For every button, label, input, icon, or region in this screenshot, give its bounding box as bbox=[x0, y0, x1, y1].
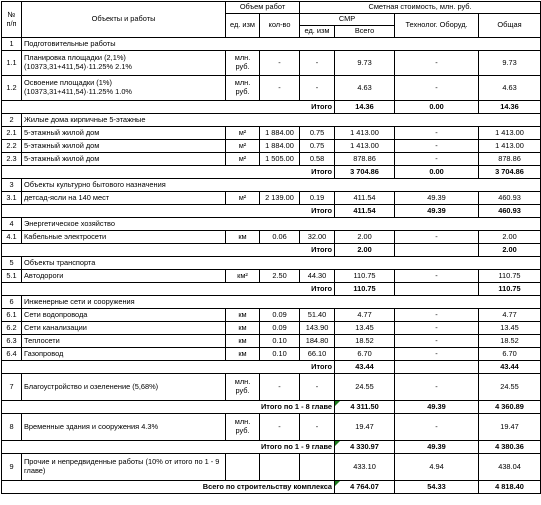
total-equipment bbox=[395, 244, 479, 257]
header-unit: ед. изм bbox=[226, 14, 260, 38]
row-qty: 0.09 bbox=[260, 322, 300, 335]
row-unit: м² bbox=[226, 127, 260, 140]
total-smr: 4 330.97 bbox=[335, 441, 395, 454]
row-num: 5.1 bbox=[2, 270, 22, 283]
row-smr: 4.77 bbox=[335, 309, 395, 322]
row-name: 5-этажный жилой дом bbox=[22, 140, 226, 153]
row-equipment: - bbox=[395, 335, 479, 348]
table-row bbox=[2, 348, 541, 361]
row-general: 110.75 bbox=[479, 270, 541, 283]
header-volume: Объем работ bbox=[226, 2, 300, 14]
row-equipment: 4.94 bbox=[395, 454, 479, 481]
table-row bbox=[2, 140, 541, 153]
total-general: 2.00 bbox=[479, 244, 541, 257]
table-row bbox=[2, 322, 541, 335]
row-smr: 19.47 bbox=[335, 414, 395, 441]
row-smr: 24.55 bbox=[335, 374, 395, 401]
table-row bbox=[2, 127, 541, 140]
row-smr: 1 413.00 bbox=[335, 127, 395, 140]
row-name: Прочие и непредвиденные работы (10% от итого по 1 - 9 главе) bbox=[22, 454, 226, 481]
row-unit: км bbox=[226, 322, 260, 335]
row-unit: м² bbox=[226, 140, 260, 153]
total-row bbox=[2, 401, 541, 414]
row-smr: 110.75 bbox=[335, 270, 395, 283]
row-qty: - bbox=[260, 414, 300, 441]
row-unit bbox=[226, 454, 260, 481]
total-equipment: 54.33 bbox=[395, 481, 479, 494]
row-smr: 1 413.00 bbox=[335, 140, 395, 153]
total-general: 110.75 bbox=[479, 283, 541, 296]
row-rate: 0.75 bbox=[300, 140, 335, 153]
total-equipment bbox=[395, 283, 479, 296]
row-qty: 2.50 bbox=[260, 270, 300, 283]
row-rate: 184.80 bbox=[300, 335, 335, 348]
row-qty: 1 884.00 bbox=[260, 140, 300, 153]
estimate-table bbox=[1, 1, 541, 494]
row-qty bbox=[260, 454, 300, 481]
total-smr: 2.00 bbox=[335, 244, 395, 257]
section-title: Инженерные сети и сооружения bbox=[22, 296, 541, 309]
row-name: 5-этажный жилой дом bbox=[22, 127, 226, 140]
table-row bbox=[2, 192, 541, 205]
total-equipment: 0.00 bbox=[395, 101, 479, 114]
row-unit: км bbox=[226, 309, 260, 322]
row-qty: - bbox=[260, 51, 300, 76]
header-equipment: Технолог. Оборуд. bbox=[395, 14, 479, 38]
row-smr: 9.73 bbox=[335, 51, 395, 76]
row-num: 2 bbox=[2, 114, 22, 127]
row-num: 6.2 bbox=[2, 322, 22, 335]
row-rate: 44.30 bbox=[300, 270, 335, 283]
row-equipment: - bbox=[395, 51, 479, 76]
section-row bbox=[2, 114, 541, 127]
total-row bbox=[2, 481, 541, 494]
section-title: Энергетическое хозяйство bbox=[22, 218, 541, 231]
table-row bbox=[2, 270, 541, 283]
total-label: Итого bbox=[2, 205, 335, 218]
row-num: 1.1 bbox=[2, 51, 22, 76]
row-rate: 143.90 bbox=[300, 322, 335, 335]
total-smr: 110.75 bbox=[335, 283, 395, 296]
row-num: 3 bbox=[2, 179, 22, 192]
total-equipment: 49.39 bbox=[395, 401, 479, 414]
total-smr: 4 764.07 bbox=[335, 481, 395, 494]
row-equipment: - bbox=[395, 76, 479, 101]
row-smr: 2.00 bbox=[335, 231, 395, 244]
row-name: детсад-ясли на 140 мест bbox=[22, 192, 226, 205]
row-name: Планировка площадки (2,1%) (10373,31+411,54)·11.25% 2.1% bbox=[22, 51, 226, 76]
section-title: Объекты культурно бытового назначения bbox=[22, 179, 541, 192]
row-name: Временные здания и сооружения 4.3% bbox=[22, 414, 226, 441]
total-label: Итого по 1 - 8 главе bbox=[2, 401, 335, 414]
total-label: Итого по 1 - 9 главе bbox=[2, 441, 335, 454]
row-num: 7 bbox=[2, 374, 22, 401]
row-smr: 878.86 bbox=[335, 153, 395, 166]
row-equipment: - bbox=[395, 348, 479, 361]
total-label: Всего по строительству комплекса bbox=[2, 481, 335, 494]
row-qty: 0.10 bbox=[260, 348, 300, 361]
row-num: 1 bbox=[2, 38, 22, 51]
row-qty: - bbox=[260, 76, 300, 101]
row-smr: 4.63 bbox=[335, 76, 395, 101]
header-general: Общая bbox=[479, 14, 541, 38]
row-qty: 0.10 bbox=[260, 335, 300, 348]
table-row bbox=[2, 335, 541, 348]
row-name: Автодороги bbox=[22, 270, 226, 283]
row-num: 9 bbox=[2, 454, 22, 481]
row-name: Кабельные электросети bbox=[22, 231, 226, 244]
row-num: 6.1 bbox=[2, 309, 22, 322]
row-unit: км bbox=[226, 348, 260, 361]
total-general: 43.44 bbox=[479, 361, 541, 374]
section-row bbox=[2, 296, 541, 309]
row-num: 5 bbox=[2, 257, 22, 270]
table-row bbox=[2, 51, 541, 76]
total-smr: 14.36 bbox=[335, 101, 395, 114]
total-smr: 43.44 bbox=[335, 361, 395, 374]
row-equipment: - bbox=[395, 153, 479, 166]
table-row bbox=[2, 374, 541, 401]
row-rate: 0.75 bbox=[300, 127, 335, 140]
total-row bbox=[2, 361, 541, 374]
row-general: 4.77 bbox=[479, 309, 541, 322]
row-qty: - bbox=[260, 374, 300, 401]
row-general: 9.73 bbox=[479, 51, 541, 76]
row-general: 4.63 bbox=[479, 76, 541, 101]
row-qty: 2 139.00 bbox=[260, 192, 300, 205]
row-equipment: - bbox=[395, 322, 479, 335]
row-equipment: - bbox=[395, 140, 479, 153]
total-general: 4 818.40 bbox=[479, 481, 541, 494]
total-label: Итого bbox=[2, 361, 335, 374]
total-label: Итого bbox=[2, 283, 335, 296]
row-num: 2.2 bbox=[2, 140, 22, 153]
row-general: 18.52 bbox=[479, 335, 541, 348]
row-general: 6.70 bbox=[479, 348, 541, 361]
header-objects: Объекты и работы bbox=[22, 2, 226, 38]
row-general: 19.47 bbox=[479, 414, 541, 441]
total-row bbox=[2, 101, 541, 114]
row-name: Сети канализации bbox=[22, 322, 226, 335]
table-row bbox=[2, 454, 541, 481]
row-rate: - bbox=[300, 414, 335, 441]
row-name: Освоение площадки (1%) (10373,31+411,54)·11.25% 1.0% bbox=[22, 76, 226, 101]
row-rate: - bbox=[300, 76, 335, 101]
row-num: 8 bbox=[2, 414, 22, 441]
total-row bbox=[2, 205, 541, 218]
table-row bbox=[2, 414, 541, 441]
row-qty: 0.09 bbox=[260, 309, 300, 322]
row-smr: 433.10 bbox=[335, 454, 395, 481]
row-general: 24.55 bbox=[479, 374, 541, 401]
table-row bbox=[2, 309, 541, 322]
row-equipment: - bbox=[395, 309, 479, 322]
header-smr-unit: ед. изм bbox=[300, 26, 335, 38]
row-num: 3.1 bbox=[2, 192, 22, 205]
row-equipment: - bbox=[395, 414, 479, 441]
section-title: Объекты транспорта bbox=[22, 257, 541, 270]
row-equipment: - bbox=[395, 374, 479, 401]
row-qty: 1 884.00 bbox=[260, 127, 300, 140]
row-unit: км bbox=[226, 231, 260, 244]
total-label: Итого bbox=[2, 101, 335, 114]
total-row bbox=[2, 166, 541, 179]
total-row bbox=[2, 244, 541, 257]
row-unit: м² bbox=[226, 192, 260, 205]
row-general: 1 413.00 bbox=[479, 140, 541, 153]
row-smr: 6.70 bbox=[335, 348, 395, 361]
section-row bbox=[2, 38, 541, 51]
row-qty: 0.06 bbox=[260, 231, 300, 244]
total-label: Итого bbox=[2, 244, 335, 257]
row-num: 2.3 bbox=[2, 153, 22, 166]
row-smr: 411.54 bbox=[335, 192, 395, 205]
row-rate: 66.10 bbox=[300, 348, 335, 361]
section-row bbox=[2, 257, 541, 270]
row-unit: км bbox=[226, 335, 260, 348]
row-rate: 0.58 bbox=[300, 153, 335, 166]
row-rate: 32.00 bbox=[300, 231, 335, 244]
row-rate: 51.40 bbox=[300, 309, 335, 322]
row-name: Теплосети bbox=[22, 335, 226, 348]
row-unit: млн. руб. bbox=[226, 414, 260, 441]
row-general: 460.93 bbox=[479, 192, 541, 205]
header-estimate: Сметная стоимость, млн. руб. bbox=[300, 2, 541, 14]
row-general: 438.04 bbox=[479, 454, 541, 481]
row-smr: 13.45 bbox=[335, 322, 395, 335]
row-rate: - bbox=[300, 374, 335, 401]
row-name: Благоустройство и озеленение (5,68%) bbox=[22, 374, 226, 401]
row-unit: млн. руб. bbox=[226, 374, 260, 401]
row-rate bbox=[300, 454, 335, 481]
total-smr: 3 704.86 bbox=[335, 166, 395, 179]
row-general: 1 413.00 bbox=[479, 127, 541, 140]
header-num: № п/п bbox=[2, 2, 22, 38]
table-row bbox=[2, 231, 541, 244]
total-general: 14.36 bbox=[479, 101, 541, 114]
section-title: Жилые дома кирпичные 5-этажные bbox=[22, 114, 541, 127]
row-general: 13.45 bbox=[479, 322, 541, 335]
total-general: 3 704.86 bbox=[479, 166, 541, 179]
row-unit: млн. руб. bbox=[226, 76, 260, 101]
total-row bbox=[2, 283, 541, 296]
header-smr-total: Всего bbox=[335, 26, 395, 38]
row-num: 4.1 bbox=[2, 231, 22, 244]
total-smr: 4 311.50 bbox=[335, 401, 395, 414]
row-name: 5-этажный жилой дом bbox=[22, 153, 226, 166]
total-general: 460.93 bbox=[479, 205, 541, 218]
row-rate: 0.19 bbox=[300, 192, 335, 205]
row-unit: млн. руб. bbox=[226, 51, 260, 76]
total-general: 4 360.89 bbox=[479, 401, 541, 414]
row-smr: 18.52 bbox=[335, 335, 395, 348]
row-equipment: - bbox=[395, 270, 479, 283]
row-num: 4 bbox=[2, 218, 22, 231]
total-equipment: 49.39 bbox=[395, 441, 479, 454]
total-label: Итого bbox=[2, 166, 335, 179]
row-num: 6.4 bbox=[2, 348, 22, 361]
row-equipment: - bbox=[395, 127, 479, 140]
total-equipment: 49.39 bbox=[395, 205, 479, 218]
row-general: 878.86 bbox=[479, 153, 541, 166]
row-qty: 1 505.00 bbox=[260, 153, 300, 166]
header-qty: кол-во bbox=[260, 14, 300, 38]
total-equipment: 0.00 bbox=[395, 166, 479, 179]
row-equipment: - bbox=[395, 231, 479, 244]
row-num: 6 bbox=[2, 296, 22, 309]
table-row bbox=[2, 76, 541, 101]
row-general: 2.00 bbox=[479, 231, 541, 244]
row-num: 6.3 bbox=[2, 335, 22, 348]
row-unit: км² bbox=[226, 270, 260, 283]
row-equipment: 49.39 bbox=[395, 192, 479, 205]
total-equipment bbox=[395, 361, 479, 374]
section-row bbox=[2, 179, 541, 192]
row-num: 2.1 bbox=[2, 127, 22, 140]
row-unit: м² bbox=[226, 153, 260, 166]
total-smr: 411.54 bbox=[335, 205, 395, 218]
row-rate: - bbox=[300, 51, 335, 76]
table-row bbox=[2, 153, 541, 166]
total-general: 4 380.36 bbox=[479, 441, 541, 454]
section-row bbox=[2, 218, 541, 231]
section-title: Подготовительные работы bbox=[22, 38, 541, 51]
row-num: 1.2 bbox=[2, 76, 22, 101]
row-name: Сети водопровода bbox=[22, 309, 226, 322]
header-smr: СМР bbox=[300, 14, 395, 26]
row-name: Газопровод bbox=[22, 348, 226, 361]
total-row bbox=[2, 441, 541, 454]
